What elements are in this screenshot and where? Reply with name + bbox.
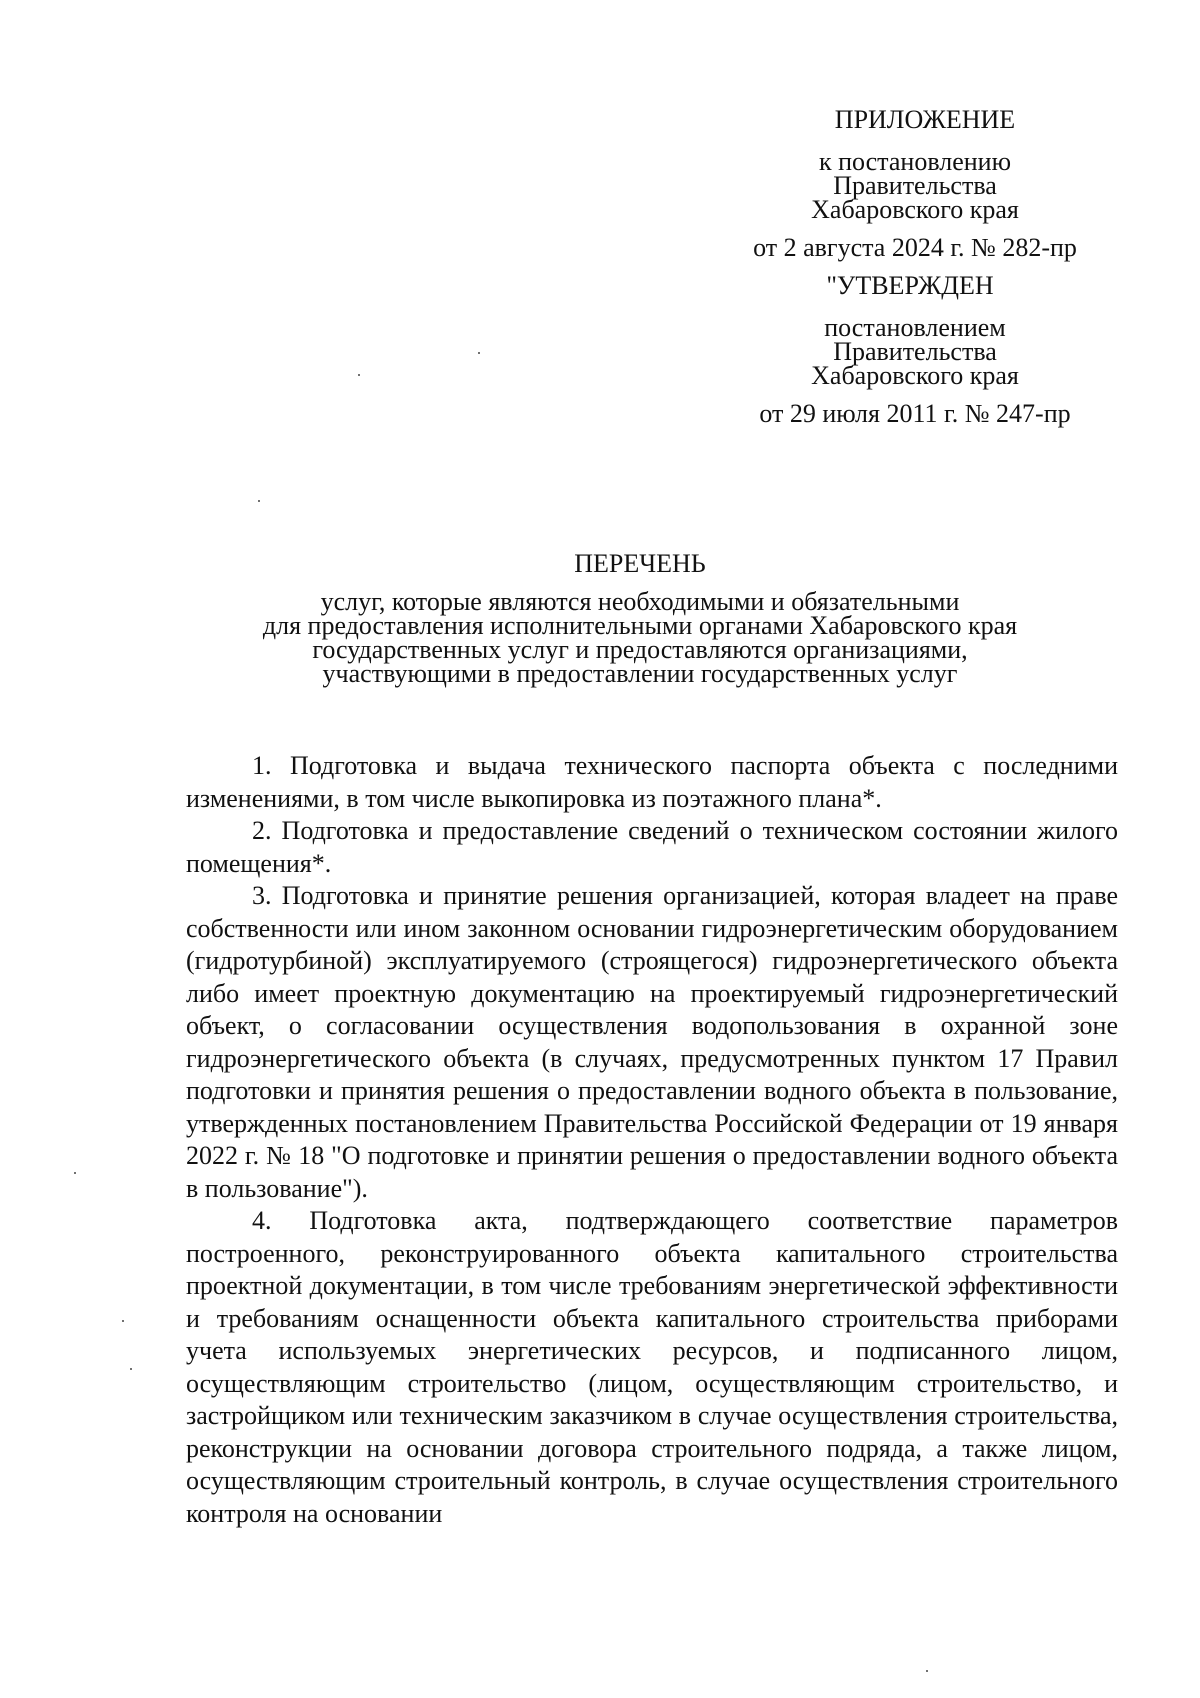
approved-line-2: Правительства [833,337,997,366]
list-item-4: 4. Подготовка акта, подтверждающего соответствие параметров построенного, реконструированного объекта капитального строительства проектной документации, в том числе требованиям энергетической эффективности и требованиям оснащенности объекта капитального строительства приборами учета используемых энергетических ресурсов, и подписанного лицом, осуществляющим строительство (лицом, осуществляющим строительство, и застройщиком или техническим заказчиком в случае осуществления строительства, реконструкции на основании договора строительного подряда, а также лицом, осуществляющим строительный контроль, в случае осуществления строительного контроля на основании [186,1206,1118,1528]
approved-date: от 29 июля 2011 г. № 247-пр [759,399,1071,428]
approved-line-1: постановлением [824,313,1006,342]
scan-speck [74,1172,76,1174]
list-title-block [200,549,1080,688]
scan-speck [122,1320,124,1322]
appendix-heading: ПРИЛОЖЕНИЕ [834,105,1016,134]
approved-line-3: Хабаровского края [811,361,1019,390]
scan-speck [130,1368,132,1370]
appendix-line-1: к постановлению [818,147,1012,176]
list-body [186,750,1118,1530]
scan-speck [478,352,480,354]
appendix-block [680,105,1150,262]
scan-speck [926,1670,928,1672]
appendix-line-2: Правительства [833,171,997,200]
list-item-3: 3. Подготовка и принятие решения организацией, которая владеет на праве собственности или ином законном основании гидроэнергетическим оборудованием (гидротурбиной) эксплуатируемого (строящегося) гидроэнергетического объекта либо имеет проектную документацию на проектируемый гидроэнергетический объект, о согласовании осуществления водопользования в охранной зоне гидроэнергетического объекта (в случаях, предусмотренных пунктом 17 Правил подготовки и принятия решения о предоставлении водного объекта в пользование, утвержденных постановлением Правительства Российской Федерации от 19 января 2022 г. № 18 "О подготовке и принятии решения о предоставлении водного объекта в пользование"). [186,881,1118,1203]
list-item-1: 1. Подготовка и выдача технического паспорта объекта с последними изменениями, в том числе выкопировка из поэтажного плана*. [186,751,1118,813]
appendix-line-3: Хабаровского края [811,195,1019,224]
list-subtitle-line-3: государственных услуг и предоставляются организациями, [312,635,968,664]
list-subtitle-line-2: для предоставления исполнительными органами Хабаровского края [262,611,1018,640]
appendix-date: от 2 августа 2024 г. № 282-пр [753,233,1077,262]
scan-speck [358,374,360,376]
list-subtitle-line-1: услуг, которые являются необходимыми и обязательными [320,587,960,616]
list-item-2: 2. Подготовка и предоставление сведений о техническом состоянии жилого помещения*. [186,816,1118,878]
list-subtitle-line-4: участвующими в предоставлении государственных услуг [322,659,958,688]
approved-heading: "УТВЕРЖДЕН [826,271,994,300]
scan-speck [258,500,260,502]
approved-block [680,271,1150,428]
list-heading: ПЕРЕЧЕНЬ [574,549,706,578]
